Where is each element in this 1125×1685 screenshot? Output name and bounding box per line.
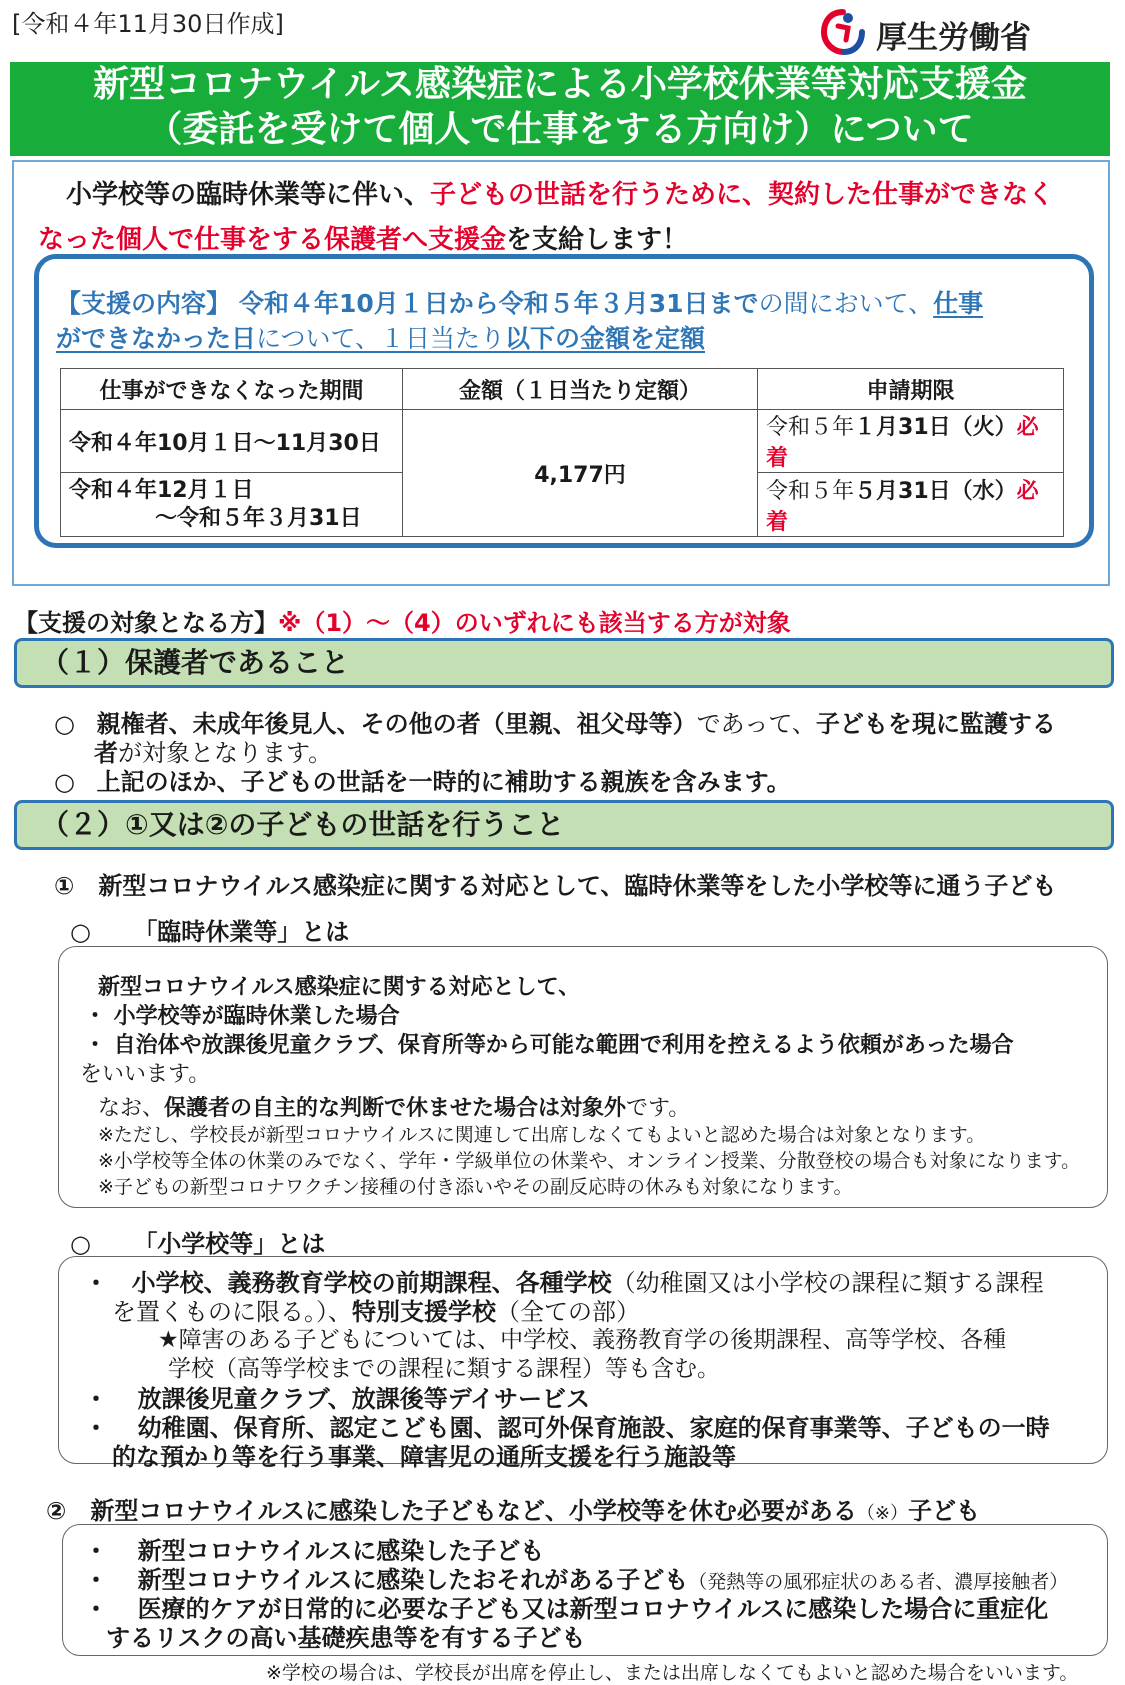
table-row2-deadline [758, 473, 1064, 537]
circle-bullet-icon: ○ [54, 768, 75, 796]
box2-l4: 学校（高等学校までの課程に類する課程）等も含む。 [168, 1356, 720, 1382]
box1-l4: をいいます。 [80, 1062, 211, 1087]
b2: 上記のほか、子どもの世話を一時的に補助する親族を含みます。 [96, 768, 791, 796]
box1-l5 [98, 1091, 690, 1122]
b1c: 子どもを現に監護する [815, 710, 1056, 738]
deadline2-date: ５月31日（水） [854, 478, 1017, 504]
box1-note2: ※小学校等全体の休業のみでなく、学年・学級単位の休業や、オンライン授業、分散登校の場合も対象になります。 [98, 1150, 1081, 1172]
section2-item1: ① 新型コロナウイルス感染症に関する対応として、臨時休業等をした小学校等に通う子ども [54, 872, 1057, 900]
table-amount: 4,177円 [403, 410, 758, 537]
intro-line-2 [38, 219, 688, 256]
l5c: です。 [626, 1096, 691, 1121]
deadline1-required: 必着 [766, 415, 1039, 471]
section2-sub2 [70, 1224, 325, 1259]
box2-l2a: を置くものに限る。）、 [112, 1298, 352, 1326]
target-heading-row [14, 603, 791, 638]
deadline2-required: 必着 [766, 478, 1039, 535]
dot-bullet-icon: ・ [84, 1595, 108, 1623]
box3-l4: するリスクの高い基礎疾患等を有する子ども [106, 1624, 586, 1652]
box1-l2: ・ 小学校等が臨時休業した場合 [84, 1004, 400, 1029]
title-banner [10, 62, 1110, 156]
section1-heading: （１）保護者であること [14, 638, 1114, 688]
l5b: 保護者の自主的な判断で休ませた場合は対象外 [164, 1096, 627, 1121]
b1d: 者 [94, 739, 118, 767]
box2-l2c: （全ての部） [496, 1298, 640, 1326]
dot-bullet-icon: ・ [84, 1385, 108, 1413]
support-u2: ができなかった日 [56, 324, 257, 353]
table-header-period: 仕事ができなくなった期間 [61, 369, 403, 410]
b1e: が対象となります。 [118, 739, 333, 767]
box1-l3: ・ 自治体や放課後児童クラブ、保育所等から可能な範囲で利用を控えるよう依頼があった場合 [84, 1033, 1014, 1058]
box2-l3: ★障害のある子どもについては、中学校、義務教育学の後期課程、高等学校、各種 [158, 1327, 1007, 1353]
dot-bullet-icon: ・ [84, 1537, 108, 1565]
box1-note1: ※ただし、学校長が新型コロナウイルスに関連して出席しなくてもよいと認めた場合は対象となります。 [98, 1124, 986, 1146]
circle-bullet-icon: ○ [70, 1230, 91, 1258]
box1-l1: 新型コロナウイルス感染症に関する対応として、 [98, 975, 581, 1000]
item2a: ② 新型コロナウイルスに感染した子どもなど、小学校等を休む必要がある [46, 1497, 857, 1525]
intro-part-c: なった個人で仕事をする保護者へ支援金 [38, 225, 507, 255]
section2-heading: （２）①又は②の子どもの世話を行うこと [14, 800, 1114, 850]
support-period: 令和４年10月１日から令和５年３月31日まで [238, 289, 759, 318]
box2-l2b: 特別支援学校 [352, 1298, 496, 1326]
support-line-2 [56, 321, 705, 356]
deadline2-year: 令和５年 [766, 478, 855, 504]
amount-table [60, 368, 1064, 537]
dot-bullet-icon: ・ [84, 1269, 108, 1297]
box2-l5-text: 放課後児童クラブ、放課後等デイサービス [137, 1385, 591, 1413]
circle-bullet-icon: ○ [54, 710, 75, 738]
box2-l1b: （幼稚園又は小学校の課程に類する課程 [611, 1269, 1044, 1297]
footnote: ※学校の場合は、学校長が出席を停止し、または出席しなくてもよいと認めた場合をいいます。 [266, 1662, 1079, 1684]
intro-part-b: 子どもの世話を行うために、契約した仕事ができなく [430, 180, 1055, 210]
box2-l7: 的な預かり等を行う事業、障害児の通所支援を行う施設等 [112, 1443, 736, 1471]
support-u3: 以下の金額を定額 [505, 324, 706, 353]
row2-period-a: 令和４年12月１日 [69, 477, 254, 503]
b1b: であって、 [696, 710, 816, 738]
intro-part-a: 小学校等の臨時休業等に伴い、 [66, 180, 431, 210]
dot-bullet-icon: ・ [84, 1414, 108, 1442]
section1-bullet2 [54, 762, 791, 797]
ministry-logo [812, 6, 1112, 56]
target-heading: 【支援の対象となる方】 [14, 609, 278, 637]
sub2-label: 「小学校等」とは [133, 1230, 326, 1258]
ministry-name: 厚生労働省 [876, 20, 1031, 56]
support-line-1 [56, 286, 983, 321]
title-line-2: （委託を受けて個人で仕事をする方向け）について [146, 109, 974, 150]
deadline1-year: 令和５年 [766, 415, 855, 440]
box2-l6-text: 幼稚園、保育所、認定こども園、認可外保育施設、家庭的保育事業等、子どもの一時 [137, 1414, 1050, 1442]
table-row1-deadline [758, 410, 1064, 473]
ministry-emblem-icon [818, 6, 868, 56]
box2-l1a: 小学校、義務教育学校の前期課程、各種学校 [131, 1269, 612, 1297]
item2c: 子ども [907, 1497, 980, 1525]
support-mid: の間において、 [758, 289, 934, 318]
creation-date: [令和４年11月30日作成] [12, 10, 284, 38]
box3-l3-text: 医療的ケアが日常的に必要な子ども又は新型コロナウイルスに感染した場合に重症化 [137, 1595, 1049, 1623]
deadline1-date: １月31日（火） [854, 415, 1017, 440]
table-header-amount: 金額（１日当たり定額） [403, 369, 758, 410]
intro-line-1 [66, 174, 1054, 211]
title-line-1: 新型コロナウイルス感染症による小学校休業等対応支援金 [93, 64, 1027, 105]
support-mid2: について、１日当たり [256, 324, 506, 353]
item2b: （※） [856, 1503, 908, 1524]
box3-l1-text: 新型コロナウイルスに感染した子ども [137, 1537, 545, 1565]
b1a: 親権者、未成年後見人、その他の者（里親、祖父母等） [96, 710, 697, 738]
circle-bullet-icon: ○ [70, 918, 91, 946]
section2-item2 [46, 1491, 980, 1526]
section2-sub1 [70, 912, 349, 947]
box1-note3: ※子どもの新型コロナワクチン接種の付き添いやその副反応時の休みも対象になります。 [98, 1176, 853, 1198]
l5a: なお、 [98, 1096, 165, 1121]
box3-l2a: 新型コロナウイルスに感染したおそれがある子ども [137, 1566, 689, 1594]
table-row1-period: 令和４年10月１日～11月30日 [61, 410, 403, 473]
target-note: ※（1）～（4）のいずれにも該当する方が対象 [278, 609, 791, 637]
dot-bullet-icon: ・ [84, 1566, 108, 1594]
box3-l2b: （発熱等の風邪症状のある者、濃厚接触者） [688, 1571, 1069, 1593]
table-header-deadline: 申請期限 [758, 369, 1064, 410]
row2-period-b: ～令和５年３月31日 [155, 505, 362, 531]
support-u1: 仕事 [933, 289, 984, 318]
sub1-label: 「臨時休業等」とは [133, 918, 350, 946]
table-row2-period [61, 473, 403, 537]
support-label: 【支援の内容】 [56, 289, 232, 318]
intro-part-d: を支給します！ [506, 225, 689, 255]
